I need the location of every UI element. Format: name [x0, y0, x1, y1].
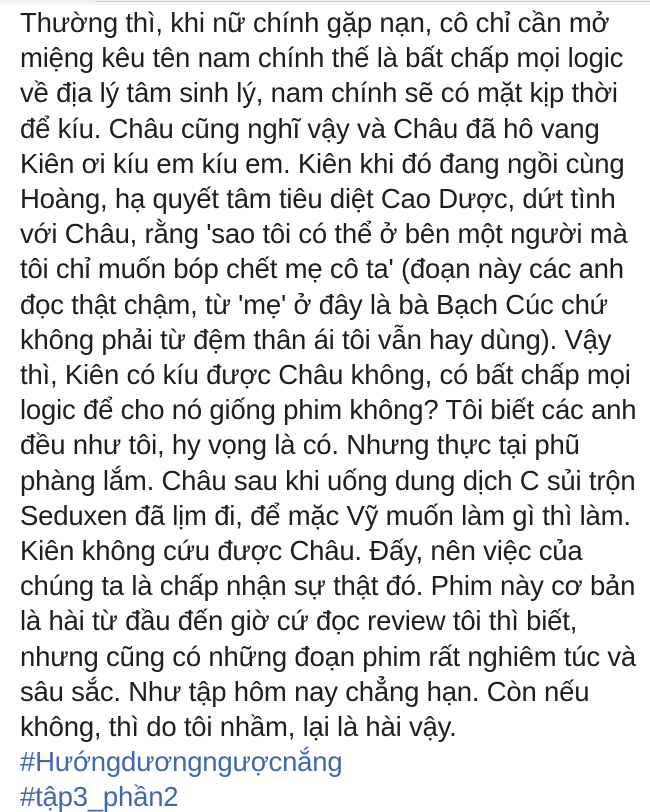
- post-text-line: tôi chỉ muốn bóp chết mẹ cô ta' (đoạn này các anh: [20, 253, 624, 285]
- post-text-line: thì, Kiên có kíu được Châu không, có bất chấp mọi: [20, 359, 631, 391]
- post-text-line: phàng lắm. Châu sau khi uống dung dịch C sủi trộn: [20, 464, 636, 496]
- post-text-line: chúng ta là chấp nhận sự thật đó. Phim này cơ bản: [20, 570, 636, 602]
- post-text-line: để kíu. Châu cũng nghĩ vậy và Châu đã hô vang: [20, 112, 600, 144]
- post-text-line: Hoàng, hạ quyết tâm tiêu diệt Cao Dược, dứt tình: [20, 183, 616, 215]
- post-text-line: logic để cho nó giống phim không? Tôi biết các anh: [20, 394, 637, 426]
- post-text-line: miệng kêu tên nam chính thế là bất chấp mọi logic: [20, 42, 624, 74]
- post-text-line: không, thì do tôi nhầm, lại là hài vậy.: [20, 711, 457, 743]
- hashtag-link[interactable]: #tập3_phần2: [20, 781, 179, 812]
- hashtag-link[interactable]: #Hướngdươngngượcnắng: [20, 746, 343, 778]
- post-body: [20, 5, 642, 812]
- post-text-line: Seduxen đã lịm đi, để mặc Vỹ muốn làm gì thì làm.: [20, 499, 631, 531]
- post-text-line: là hài từ đầu đến giờ cứ đọc review tôi thì biết,: [20, 605, 578, 637]
- post-text-line: với Châu, rằng 'sao tôi có thể ở bên một người mà: [20, 218, 628, 250]
- post-text-line: không phải từ đệm thân ái tôi vẫn hay dùng). Vậy: [20, 323, 612, 355]
- post-text-line: về địa lý tâm sinh lý, nam chính sẽ có mặt kịp thời: [20, 77, 618, 109]
- post-text-line: đều như tôi, hy vọng là có. Nhưng thực tại phũ: [20, 429, 580, 461]
- post-text-line: sâu sắc. Như tập hôm nay chẳng hạn. Còn nếu: [20, 675, 590, 707]
- post-text-line: Thường thì, khi nữ chính gặp nạn, cô chỉ cần mở: [20, 7, 610, 38]
- post-text-line: đọc thật chậm, từ 'mẹ' ở đây là bà Bạch Cúc chứ: [20, 288, 608, 320]
- top-divider-line: [95, 1, 650, 2]
- post-text-line: Kiên ơi kíu em kíu em. Kiên khi đó đang ngồi cùng: [20, 147, 625, 179]
- post-text-line: nhưng cũng có những đoạn phim rất nghiêm túc và: [20, 640, 637, 672]
- post-text-line: Kiên không cứu được Châu. Đấy, nên việc của: [20, 535, 583, 567]
